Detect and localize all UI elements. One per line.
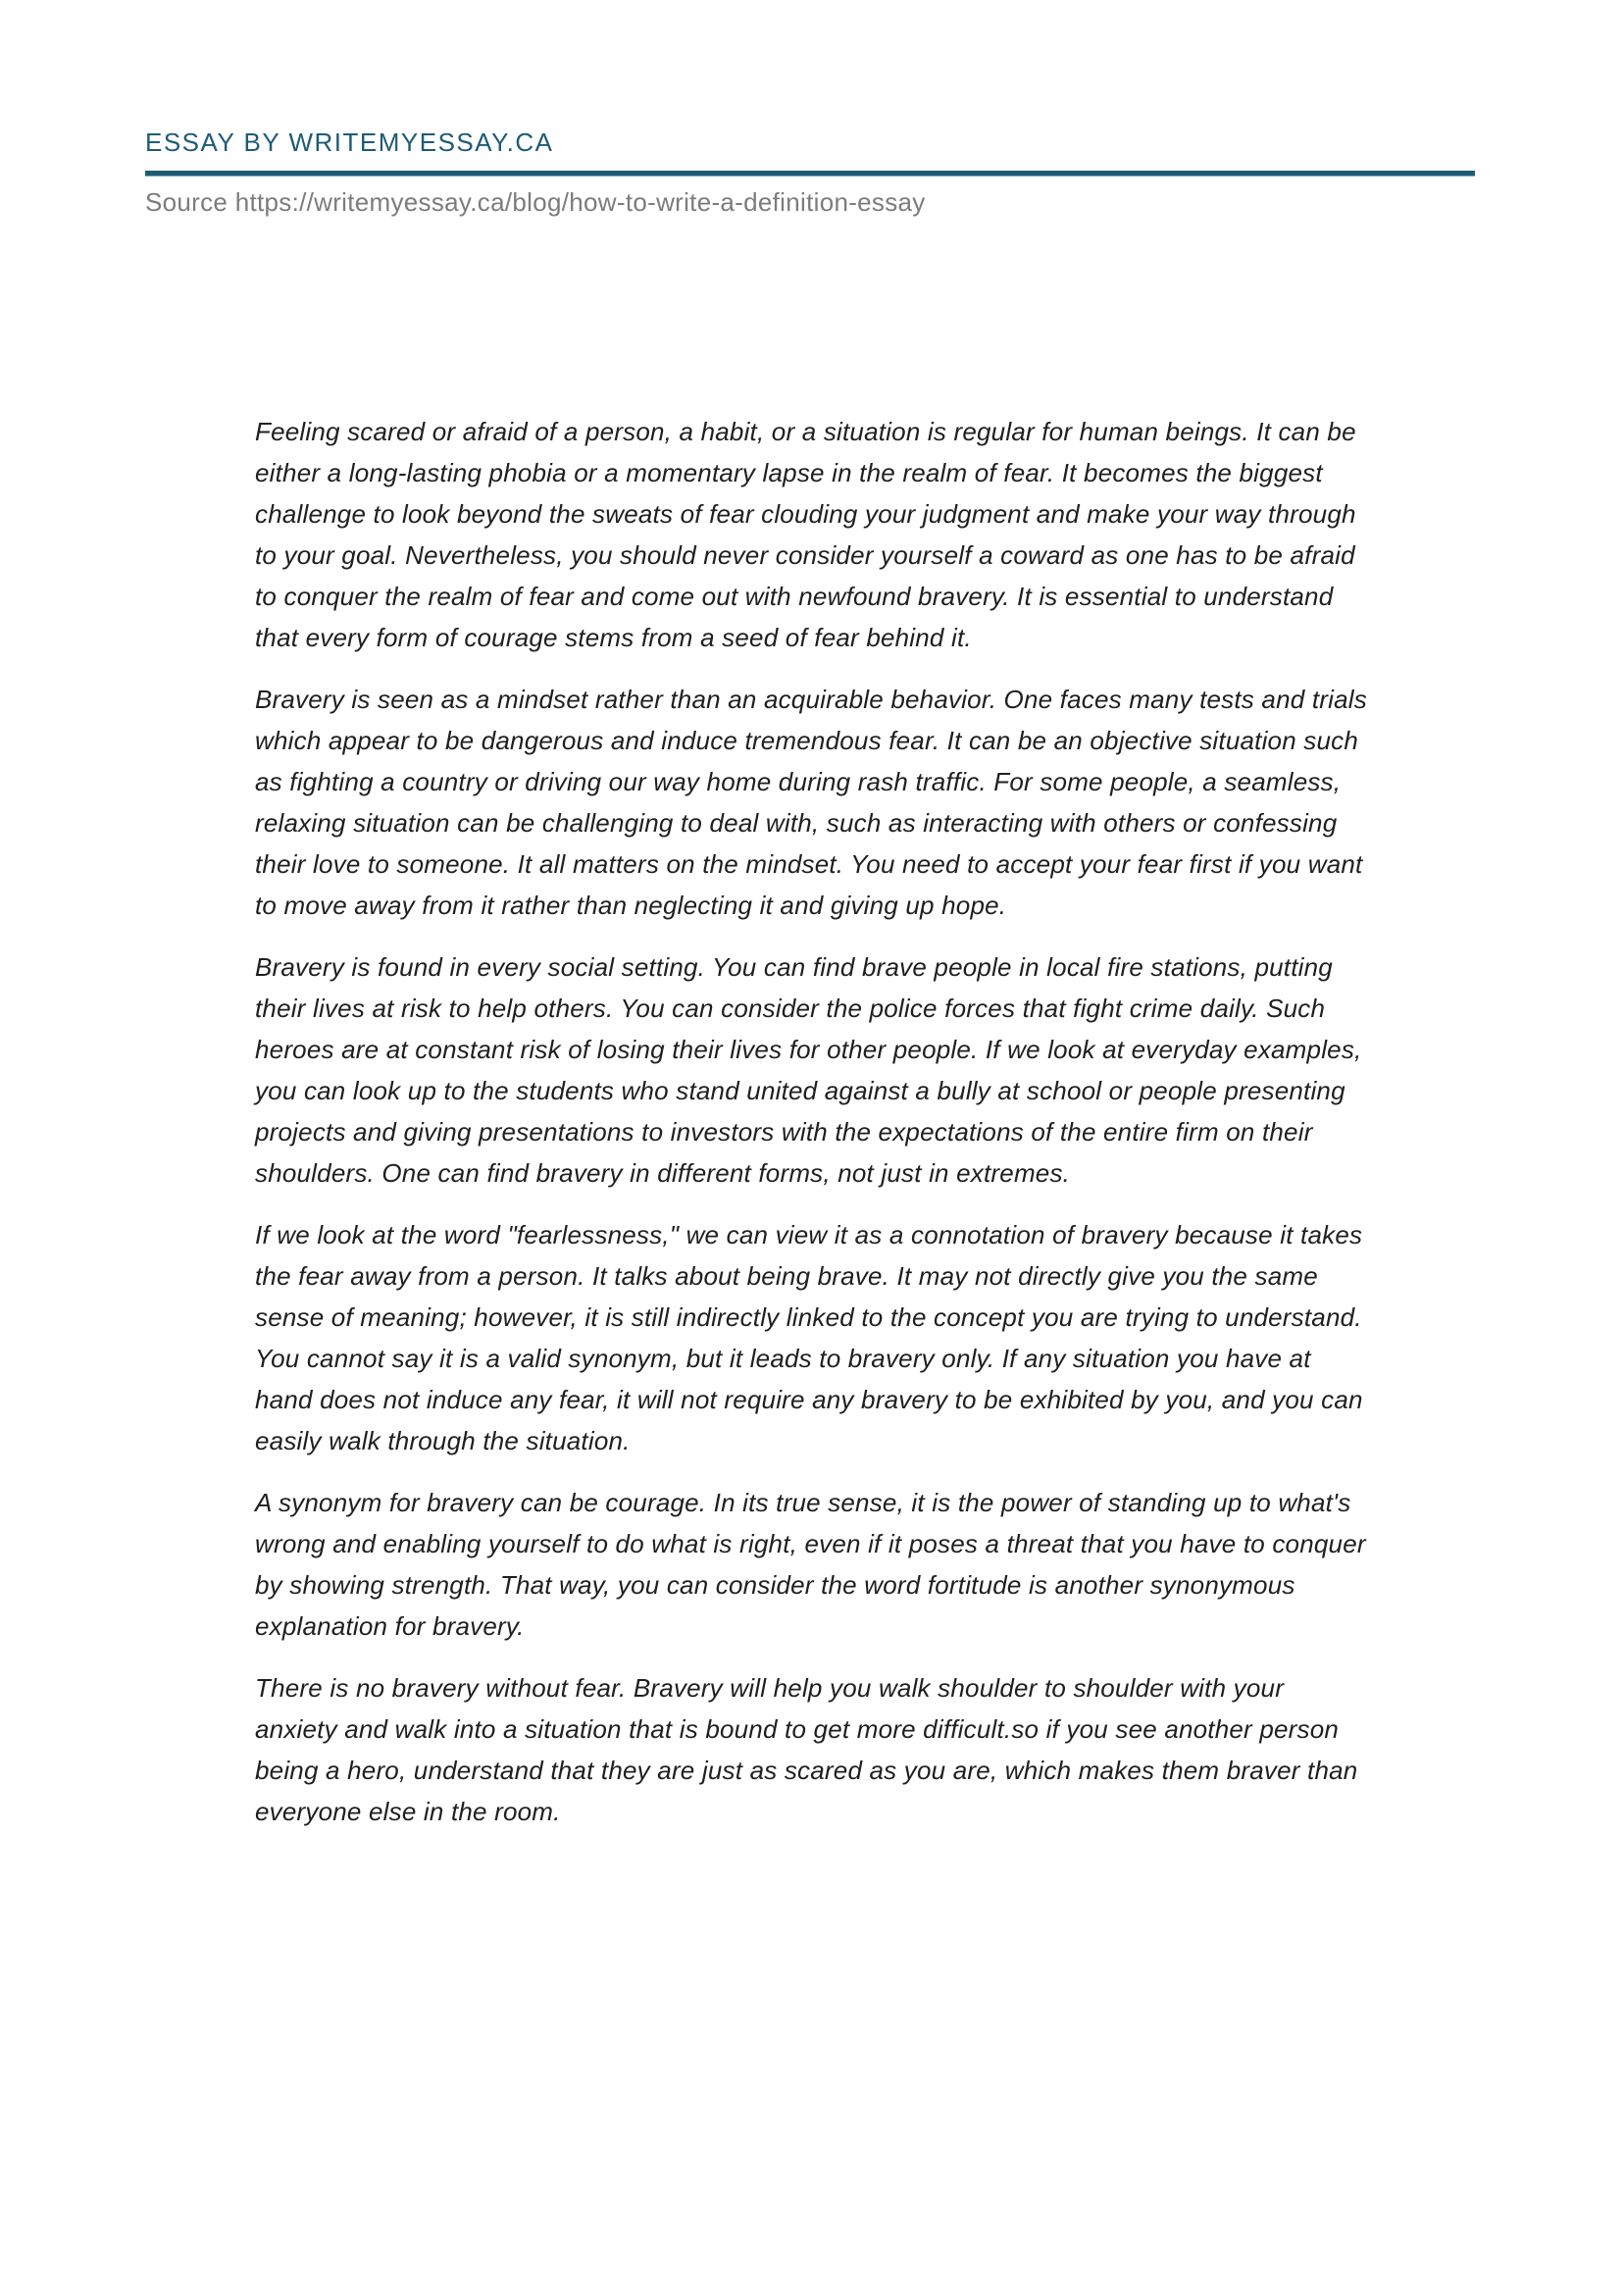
essay-paragraph-4: If we look at the word "fearlessness," we can view it as a connotation of bravery because it takes the fear away from a person. It talks about being brave. It may not directly give you the same sense of meaning; however, it is still indirectly linked to the concept you are trying to understand. You cannot say it is a valid synonym, but it leads to bravery only. If any situation you have at hand does not induce any fear, it will not require any bravery to be exhibited by you, and you can easily walk through the situation. <box>255 1220 1363 1455</box>
essay-content <box>255 411 1373 1853</box>
page-header <box>145 127 1475 218</box>
source-line: Source https://writemyessay.ca/blog/how-to-write-a-definition-essay <box>145 187 926 217</box>
essay-paragraph-2: Bravery is seen as a mindset rather than an acquirable behavior. One faces many tests and trials which appear to be dangerous and induce tremendous fear. It can be an objective situation such as fighting a country or driving our way home during rash traffic. For some people, a seamless, relaxing situation can be challenging to deal with, such as interacting with others or confessing their love to someone. It all matters on the mindset. You need to accept your fear first if you want to move away from it rather than neglecting it and giving up hope. <box>255 685 1367 920</box>
essay-paragraph-6: There is no bravery without fear. Bravery will help you walk shoulder to shoulder with your anxiety and walk into a situation that is bound to get more difficult.so if you see another person being a hero, understand that they are just as scared as you are, which makes them braver than everyone else in the room. <box>255 1673 1358 1826</box>
essay-paragraph-1: Feeling scared or afraid of a person, a habit, or a situation is regular for human beings. It can be either a long-lasting phobia or a momentary lapse in the realm of fear. It becomes the biggest challenge to look beyond the sweats of fear clouding your judgment and make your way through to your goal. Nevertheless, you should never consider yourself a coward as one has to be afraid to conquer the realm of fear and come out with newfound bravery. It is essential to understand that every form of courage stems from a seed of fear behind it. <box>255 417 1356 652</box>
essay-paragraph-3: Bravery is found in every social setting. You can find brave people in local fire stations, putting their lives at risk to help others. You can consider the police forces that fight crime daily. Such heroes are at constant risk of losing their lives for other people. If we look at everyday examples, you can look up to the students who stand united against a bully at school or people presenting projects and giving presentations to investors with the expectations of the entire firm on their shoulders. One can find bravery in different forms, not just in extremes. <box>255 952 1362 1188</box>
essay-paragraph-5: A synonym for bravery can be courage. In its true sense, it is the power of standing up to what's wrong and enabling yourself to do what is right, even if it poses a threat that you have to conquer by showing strength. That way, you can consider the word fortitude is another synonymous explanation for bravery. <box>255 1488 1366 1641</box>
page-title: ESSAY BY WRITEMYESSAY.CA <box>145 127 554 157</box>
header-divider <box>145 171 1475 177</box>
